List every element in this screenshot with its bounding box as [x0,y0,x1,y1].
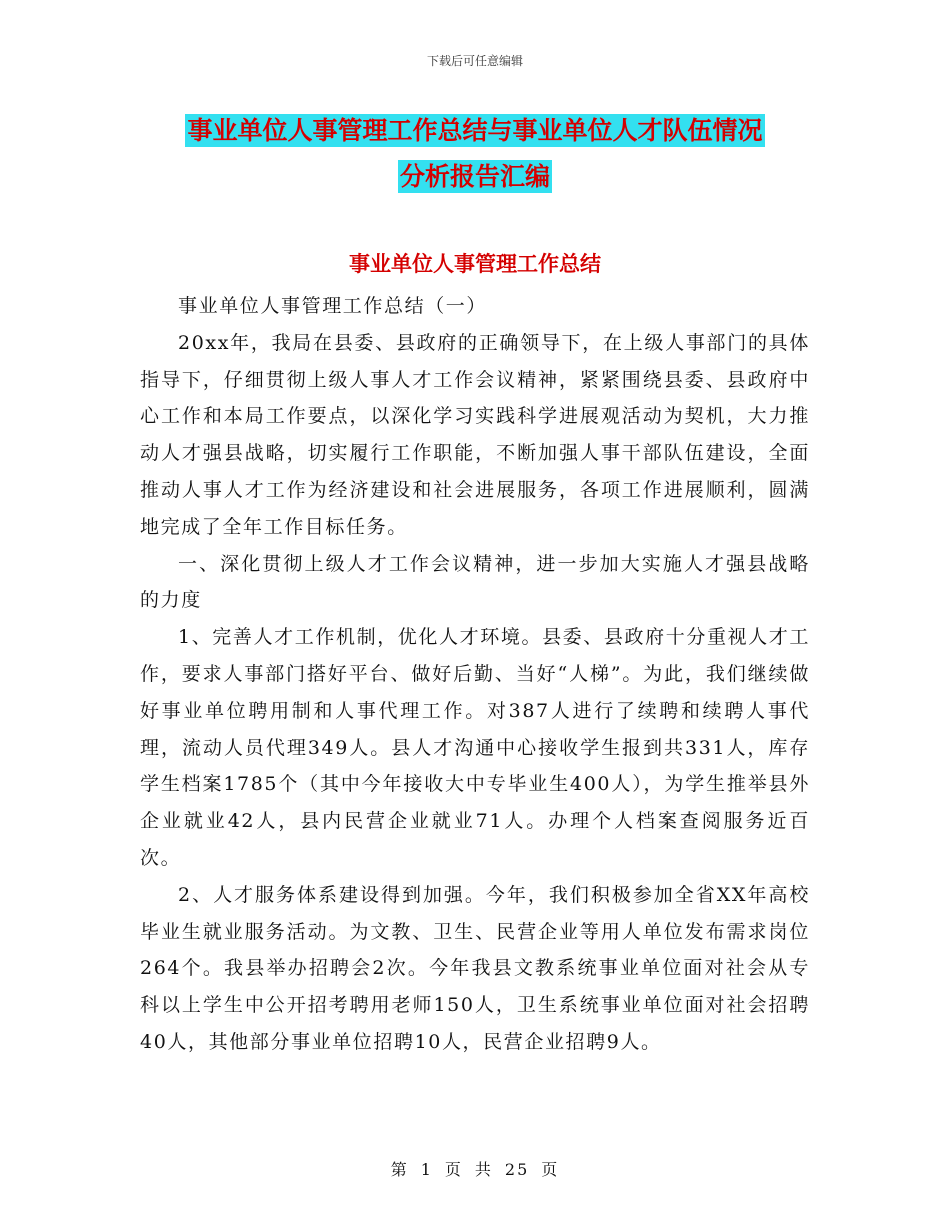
paragraph-heading: 一、深化贯彻上级人才工作会议精神，进一步加大实施人才强县战略的力度 [140,552,810,612]
footer-page-word: 页 [444,1160,463,1179]
page-footer [0,1157,950,1180]
footer-suffix: 页 [541,1160,560,1179]
document-title-line-2: 分析报告汇编 [399,162,550,191]
paragraph: 2、人才服务体系建设得到加强。今年，我们积极参加全省XX年高校毕业生就业服务活动。为文教、卫生、民营企业等用人单位发布需求岗位264个。我县举办招聘会2次。今年我县文教系统事业单位面对社会从专科以上学生中公开招考聘用老师150人，卫生系统事业单位面对社会招聘40人，其他部分事业单位招聘10人，民营企业招聘9人。 [140,883,810,1053]
header-note: 下载后可任意编辑 [426,54,523,68]
paragraph: 20xx年，我局在县委、县政府的正确领导下，在上级人事部门的具体指导下，仔细贯彻上级人事人才工作会议精神，紧紧围绕县委、县政府中心工作和本局工作要点，以深化学习实践科学进展观活动为契机，大力推动人才强县战略，切实履行工作职能，不断加强人事干部队伍建设，全面推动人事人才工作为经济建设和社会进展服务，各项工作进展顺利，圆满地完成了全年工作目标任务。 [140,331,810,538]
paragraph: 1、完善人才工作机制，优化人才环境。县委、县政府十分重视人才工作，要求人事部门搭好平台、做好后勤、当好“人梯”。为此，我们继续做好事业单位聘用制和人事代理工作。对387人进行了续聘和续聘人事代理，流动人员代理349人。县人才沟通中心接收学生报到共331人，库存学生档案1785个（其中今年接收大中专毕业生400人），为学生推举县外企业就业42人，县内民营企业就业71人。办理个人档案查阅服务近百次。 [140,626,810,869]
footer-page-number: 1 [420,1160,433,1179]
paragraph-subtitle: 事业单位人事管理工作总结（一） [178,295,488,317]
document-title [140,108,810,200]
footer-prefix: 第 [390,1160,409,1179]
document-body [140,288,810,1061]
footer-total-word: 共 [474,1160,493,1179]
section-title: 事业单位人事管理工作总结 [349,252,601,276]
footer-total-pages: 25 [504,1160,530,1179]
document-title-line-1: 事业单位人事管理工作总结与事业单位人才队伍情况 [187,116,763,145]
